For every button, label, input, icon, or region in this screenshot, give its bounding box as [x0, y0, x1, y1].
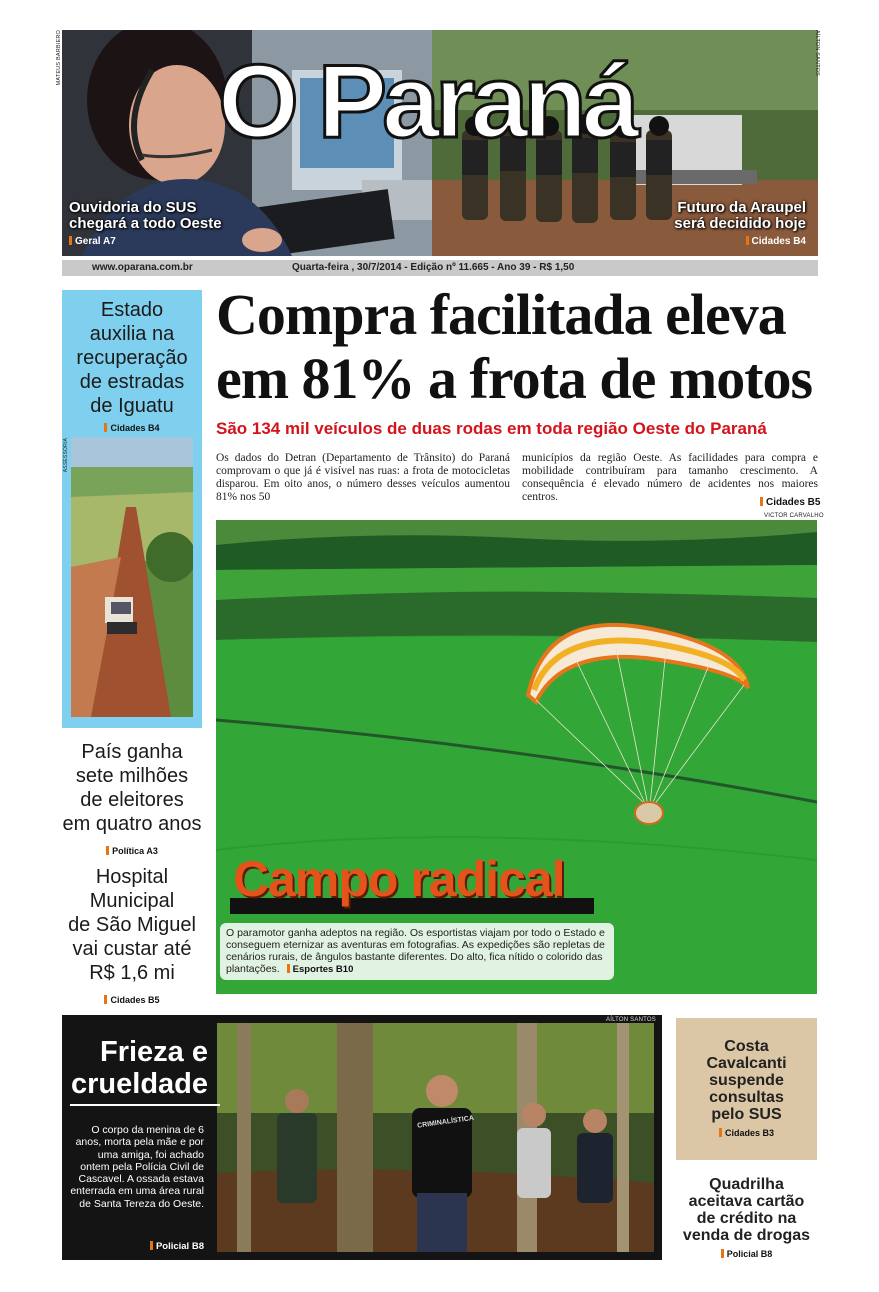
section-row: [760, 492, 820, 510]
section-label[interactable]: Cidades B5: [760, 497, 820, 508]
section-label[interactable]: Esportes B10: [287, 964, 354, 976]
title-line: consultas: [709, 1089, 784, 1106]
main-headline[interactable]: [216, 283, 821, 411]
tease-ouvidoria[interactable]: [69, 200, 222, 250]
caption-text: O paramotor ganha adeptos na região. Os esportistas viajam por todo o Estado e conseguem eternizar as aventuras em fotografias. As expedições são repletas de cenários rurais, de ângulos bastante diferentes. Do alto, fica nítido o colorido das plantações.: [226, 927, 605, 975]
title-line: vai custar até: [72, 938, 192, 960]
title-line: venda de drogas: [682, 1227, 811, 1244]
title-line: de crédito na: [696, 1210, 797, 1227]
title-line: Quadrilha: [709, 1176, 784, 1193]
tease-title-line: será decidido hoje: [674, 215, 806, 232]
story-title-quadrilha[interactable]: [676, 1176, 817, 1263]
title-line: Costa: [724, 1038, 769, 1055]
title-line: suspende: [709, 1072, 784, 1089]
tease-title-line: Futuro da Araupel: [677, 199, 806, 216]
section-label: Política A3: [106, 839, 158, 863]
edition-info: Quarta-feira , 30/7/2014 - Edição nº 11.665 - Ano 39 - R$ 1,50: [292, 262, 575, 273]
vest-text: CRIMINALÍSTICA: [416, 1114, 475, 1130]
section-label: Cidades B3: [719, 1125, 774, 1142]
story-title-costa[interactable]: [676, 1038, 817, 1142]
main-subheadline: São 134 mil veículos de duas rodas em toda região Oeste do Paraná: [216, 419, 767, 438]
article-body-col2: municípios da região Oeste. As facilidades para compra e mobilidade contribuíram para tamanho crescimento. A consequência é elevado número de acidentes nos maiores centros.: [522, 452, 818, 503]
story-eleitores[interactable]: [57, 740, 207, 863]
photo-credit: VICTOR CARVALHO: [764, 513, 824, 519]
feature-title[interactable]: Campo radical: [233, 851, 565, 907]
photo-credit-right: AÍLTON SANTOS: [814, 30, 820, 77]
section-row: [66, 1236, 204, 1254]
title-line: Municipal: [89, 890, 175, 912]
tease-title-line: Ouvidoria do SUS: [69, 199, 197, 216]
photo-credit: ASSESSORIA: [63, 438, 69, 473]
section-label: Cidades B5: [104, 988, 159, 1012]
story-hospital[interactable]: [57, 865, 207, 1012]
section-label: Policial B8: [721, 1246, 773, 1263]
feature-caption: [220, 923, 614, 980]
title-line: sete milhões: [75, 765, 189, 787]
title-line: Estado: [100, 299, 164, 321]
tease-title-line: chegará a todo Oeste: [69, 215, 222, 232]
divider: [70, 1104, 220, 1106]
title-line: R$ 1,6 mi: [89, 962, 175, 984]
title-line: Cavalcanti: [706, 1055, 787, 1072]
photo-credit: AÍLTON SANTOS: [606, 1017, 656, 1023]
edition-info-bar: [62, 260, 818, 276]
section-row: [62, 418, 202, 436]
title-line: de Iguatu: [90, 395, 174, 417]
section-label: Geral A7: [69, 234, 116, 250]
title-line: crueldade: [71, 1068, 208, 1100]
photo-credit-left: MATEUS BARBIERO: [56, 30, 62, 86]
title-line: de São Miguel: [68, 914, 196, 936]
section-label: Cidades B4: [104, 423, 159, 433]
title-line: de estradas: [79, 371, 185, 393]
tease-araupel[interactable]: [640, 200, 806, 250]
title-line: de eleitores: [80, 789, 184, 811]
story-text-frieza: O corpo da menina de 6 anos, morta pela mãe e por uma amiga, foi achado ontem pela Polícia Civil de Cascavel. A ossada estava enterrada em uma área rural de Santa Tereza do Oeste.: [70, 1124, 204, 1210]
website-link[interactable]: www.oparana.com.br: [92, 262, 193, 273]
story-title-iguatu[interactable]: [62, 298, 202, 418]
headline-line: em 81% a frota de motos: [216, 346, 813, 411]
headline-line: Compra facilitada eleva: [216, 282, 786, 347]
section-label[interactable]: Policial B8: [150, 1241, 204, 1252]
title-line: Frieza e: [100, 1036, 208, 1068]
title-line: País ganha: [81, 741, 183, 763]
title-line: auxilia na: [89, 323, 175, 345]
newspaper-logo[interactable]: O Paraná: [218, 44, 635, 160]
story-title-frieza[interactable]: [66, 1036, 208, 1100]
article-body-col1: Os dados do Detran (Departamento de Trânsito) do Paraná comprovam o que já é visível nas ruas: a frota de motocicletas disparou. Em oito anos, o número desses veículos aumentou 81% nos 50: [216, 452, 510, 503]
title-line: pelo SUS: [711, 1106, 782, 1123]
photo-road-machinery: [71, 437, 193, 717]
title-line: em quatro anos: [62, 813, 202, 835]
title-line: Hospital: [95, 866, 169, 888]
section-label: Cidades B4: [746, 234, 806, 250]
title-line: recuperação: [76, 347, 188, 369]
title-line: aceitava cartão: [688, 1193, 805, 1210]
photo-crime-scene: [217, 1023, 654, 1252]
